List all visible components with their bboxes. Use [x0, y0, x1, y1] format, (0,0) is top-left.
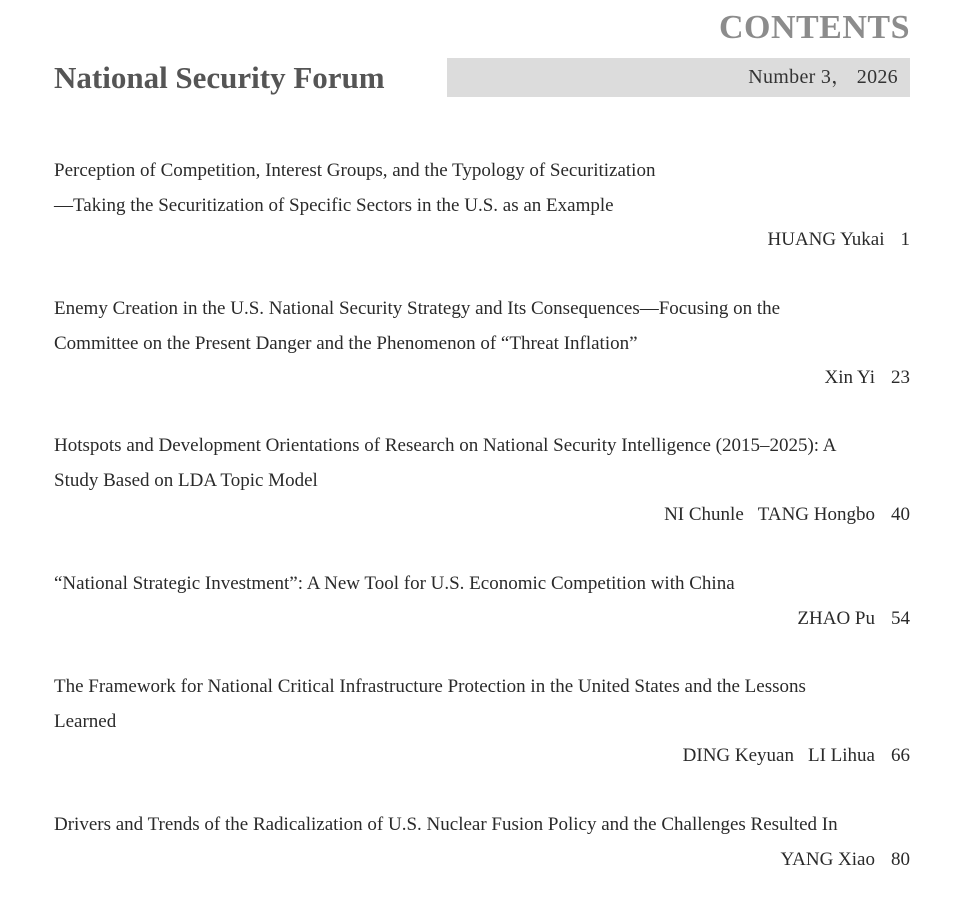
entry-title-line: —Taking the Securitization of Specific Sectors in the U.S. as an Example	[54, 194, 614, 216]
entry-page-number: 54	[891, 607, 910, 629]
entry-page-number: 1	[900, 229, 910, 250]
entry-title-line: Learned	[54, 710, 117, 732]
entry-page-number: 23	[891, 367, 910, 388]
toc-entry[interactable]	[54, 429, 910, 533]
entry-page-number: 66	[891, 745, 910, 766]
entry-title-line: The Framework for National Critical Infrastructure Protection in the United States and the Lessons	[54, 676, 806, 697]
entry-byline	[54, 361, 910, 396]
toc-entry[interactable]	[54, 567, 910, 636]
entry-byline	[54, 498, 910, 533]
issue-bar	[447, 58, 910, 97]
entry-byline	[54, 843, 910, 878]
entry-author: DING Keyuan	[682, 745, 794, 766]
toc-entry[interactable]	[54, 670, 910, 774]
entry-author: LI Lihua	[807, 745, 875, 766]
toc-entry[interactable]	[54, 808, 910, 877]
entry-byline	[54, 739, 910, 774]
entry-title-line: Study Based on LDA Topic Model	[54, 469, 318, 491]
toc-entry[interactable]	[54, 154, 910, 258]
entry-page-number: 40	[891, 504, 910, 525]
entry-author: NI Chunle	[664, 504, 744, 525]
entry-author: TANG Hongbo	[757, 504, 875, 525]
toc-entry[interactable]	[54, 292, 910, 396]
entry-author: YANG Xiao	[780, 848, 875, 870]
entry-title-line: Committee on the Present Danger and the Phenomenon of “Threat Inflation”	[54, 332, 638, 354]
issue-number: Number 3， 2026	[748, 66, 898, 88]
entry-page-number: 80	[891, 848, 910, 870]
entry-byline	[54, 223, 910, 258]
contents-heading: CONTENTS	[718, 9, 910, 46]
entry-byline	[54, 602, 910, 637]
entry-author: ZHAO Pu	[797, 607, 875, 629]
journal-title: National Security Forum	[54, 60, 385, 95]
entry-title-line: Hotspots and Development Orientations of Research on National Security Intelligence (2015–2025): A	[54, 435, 837, 456]
entry-author: Xin Yi	[824, 367, 875, 388]
entry-title-line: Drivers and Trends of the Radicalization of U.S. Nuclear Fusion Policy and the Challenges Resulted In	[54, 814, 838, 835]
entry-title-line: Perception of Competition, Interest Groups, and the Typology of Securitization	[54, 160, 656, 181]
entry-title-line: Enemy Creation in the U.S. National Security Strategy and Its Consequences—Focusing on the	[54, 298, 781, 319]
entry-title-line: “National Strategic Investment”: A New Tool for U.S. Economic Competition with China	[54, 573, 735, 594]
entry-author: HUANG Yukai	[767, 229, 885, 250]
